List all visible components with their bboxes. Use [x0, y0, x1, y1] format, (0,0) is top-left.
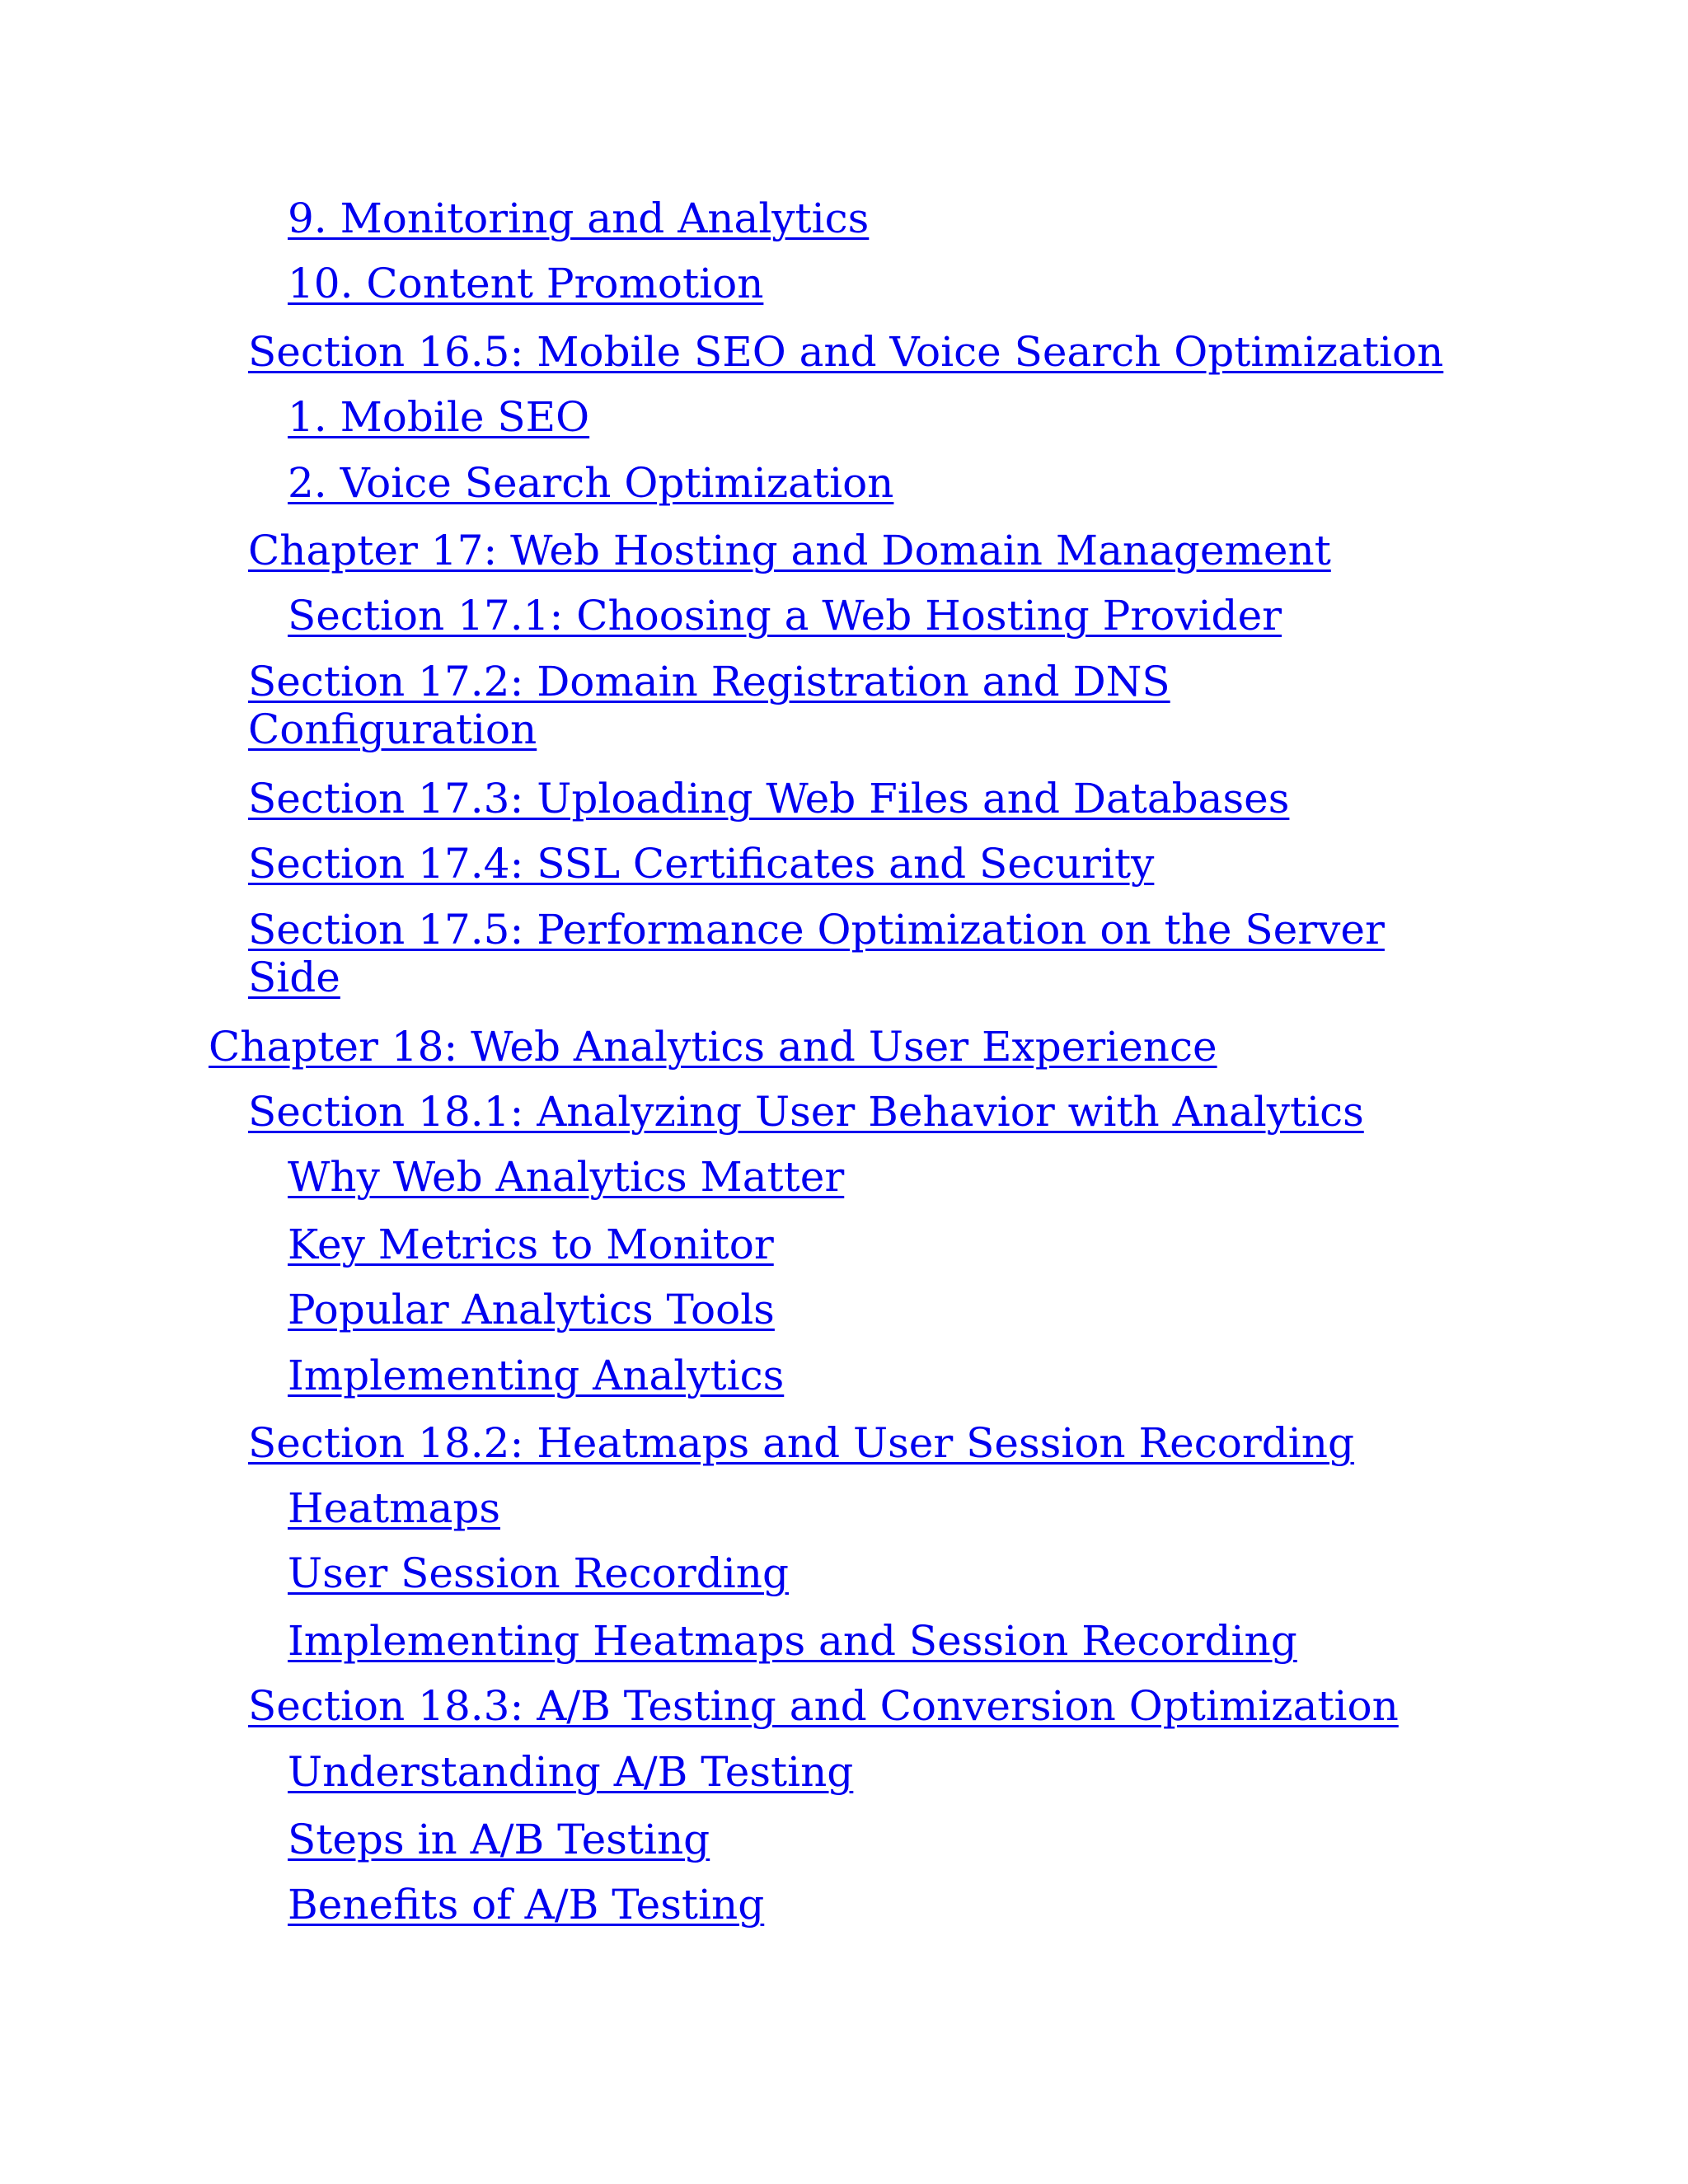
toc-link-heatmaps[interactable]: Heatmaps: [288, 1484, 500, 1532]
toc-link-benefits-of-ab-testing[interactable]: Benefits of A/B Testing: [288, 1881, 765, 1929]
toc-link-why-web-analytics-matter[interactable]: Why Web Analytics Matter: [288, 1153, 845, 1201]
toc-link-implementing-analytics[interactable]: Implementing Analytics: [288, 1352, 785, 1399]
toc-link-chapter-17[interactable]: Chapter 17: Web Hosting and Domain Management: [248, 527, 1331, 574]
toc-link-steps-in-ab-testing[interactable]: Steps in A/B Testing: [288, 1816, 710, 1863]
toc-link-monitoring-and-analytics[interactable]: 9. Monitoring and Analytics: [288, 194, 870, 242]
toc-link-section-18-2[interactable]: Section 18.2: Heatmaps and User Session Recording: [248, 1419, 1354, 1467]
toc-link-section-17-5[interactable]: Section 17.5: Performance Optimization on the Server Side: [248, 906, 1385, 1001]
toc-link-section-17-4[interactable]: Section 17.4: SSL Certificates and Security: [248, 840, 1155, 888]
toc-link-section-16-5[interactable]: Section 16.5: Mobile SEO and Voice Search Optimization: [248, 328, 1444, 376]
toc-link-understanding-ab-testing[interactable]: Understanding A/B Testing: [288, 1748, 854, 1796]
toc-link-section-18-3[interactable]: Section 18.3: A/B Testing and Conversion Optimization: [248, 1682, 1399, 1730]
toc-link-section-17-2[interactable]: Section 17.2: Domain Registration and DNS Configuration: [248, 658, 1170, 753]
toc-link-mobile-seo[interactable]: 1. Mobile SEO: [288, 393, 590, 441]
toc-link-content-promotion[interactable]: 10. Content Promotion: [288, 260, 764, 307]
toc-link-popular-analytics-tools[interactable]: Popular Analytics Tools: [288, 1286, 775, 1333]
toc-link-chapter-18[interactable]: Chapter 18: Web Analytics and User Experience: [209, 1023, 1217, 1071]
toc-link-section-17-1[interactable]: Section 17.1: Choosing a Web Hosting Provider: [288, 592, 1282, 640]
toc-link-section-18-1[interactable]: Section 18.1: Analyzing User Behavior with Analytics: [248, 1088, 1364, 1136]
toc-link-key-metrics-to-monitor[interactable]: Key Metrics to Monitor: [288, 1221, 774, 1268]
toc-link-implementing-heatmaps-and-session-recording[interactable]: Implementing Heatmaps and Session Recording: [288, 1617, 1297, 1665]
toc-link-user-session-recording[interactable]: User Session Recording: [288, 1549, 789, 1597]
toc-link-voice-search-optimization[interactable]: 2. Voice Search Optimization: [288, 459, 894, 507]
toc-link-section-17-3[interactable]: Section 17.3: Uploading Web Files and Databases: [248, 775, 1290, 823]
